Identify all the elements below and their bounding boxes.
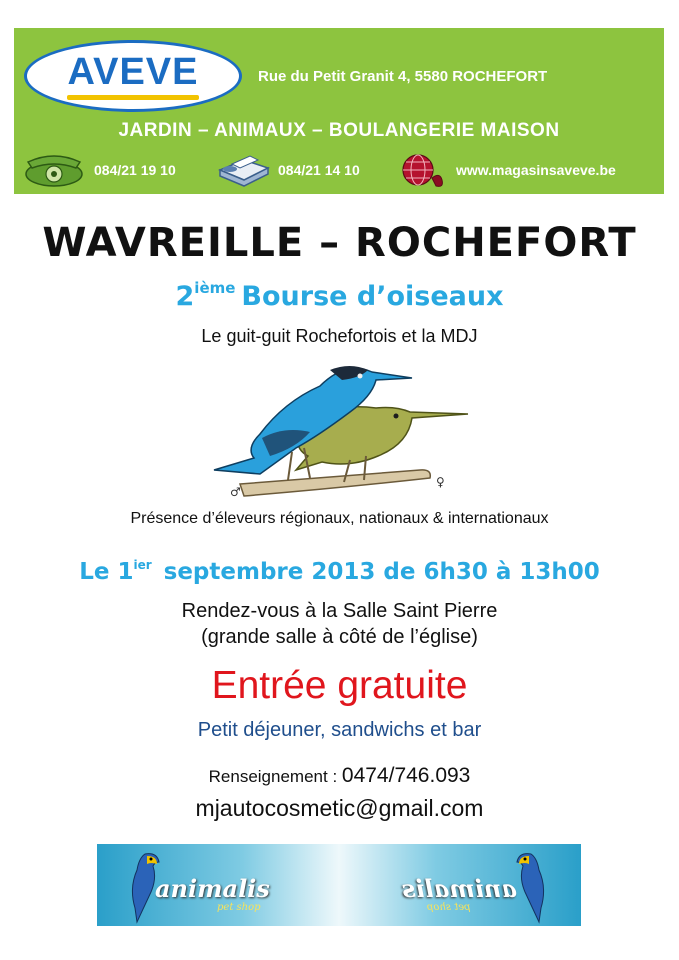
fax-contact [214, 152, 360, 188]
website-contact[interactable] [398, 152, 616, 188]
edition-suffix: ième [194, 279, 236, 297]
address: Rue du Petit Granit 4, 5580 ROCHEFORT [258, 68, 548, 85]
event-date [0, 558, 679, 585]
info-phone: 0474/746.093 [341, 764, 471, 787]
date-rest: septembre 2013 de 6h30 à 13h00 [155, 559, 600, 585]
venue-line-1: Rendez-vous à la Salle Saint Pierre [181, 600, 498, 622]
venue-line-2: (grande salle à côté de l’église) [201, 626, 478, 648]
fax-icon [214, 152, 272, 188]
logo-underline [67, 95, 199, 100]
header-banner [14, 28, 664, 194]
phone-number: 084/21 19 10 [94, 162, 176, 178]
event-title [0, 279, 679, 312]
globe-mouse-icon [398, 152, 450, 188]
date-prefix: Le 1 [79, 559, 134, 585]
sunbirds-illustration [200, 356, 480, 504]
female-symbol: ♀ [436, 475, 445, 489]
tagline: JARDIN – ANIMAUX – BOULANGERIE MAISON [118, 120, 560, 141]
organizer: Le guit-guit Rochefortois et la MDJ [201, 326, 478, 346]
info-contact [0, 764, 679, 788]
website-link[interactable]: www.magasinsaveve.be [456, 162, 616, 178]
telephone-icon [20, 152, 88, 188]
event-location-title: WAVREILLE – ROCHEFORT [42, 220, 637, 266]
date-suffix: ier [133, 558, 152, 572]
male-symbol: ♂ [230, 485, 241, 499]
logo-text: AVEVE [67, 51, 199, 93]
animalis-sub-left: pet shop [217, 902, 261, 913]
info-label: Renseignement : [208, 767, 342, 786]
venue [0, 598, 679, 650]
breeders-presence: Présence d’éleveurs régionaux, nationaux & internationaux [130, 510, 549, 527]
animalis-logo-right: animalis [402, 874, 517, 903]
edition-number: 2 [175, 281, 195, 312]
phone-contact [20, 152, 176, 188]
animalis-logo-left: animalis [155, 874, 270, 903]
parrot-icon [505, 848, 559, 924]
event-title-text: Bourse d’oiseaux [241, 281, 504, 312]
free-entry: Entrée gratuite [211, 664, 468, 707]
contact-email[interactable]: mjautocosmetic@gmail.com [195, 795, 484, 821]
fax-number: 084/21 14 10 [278, 162, 360, 178]
animalis-banner [97, 844, 581, 926]
aveve-logo [24, 40, 242, 112]
food-offer: Petit déjeuner, sandwichs et bar [197, 719, 482, 741]
animalis-sub-right: pet shop [427, 902, 471, 913]
